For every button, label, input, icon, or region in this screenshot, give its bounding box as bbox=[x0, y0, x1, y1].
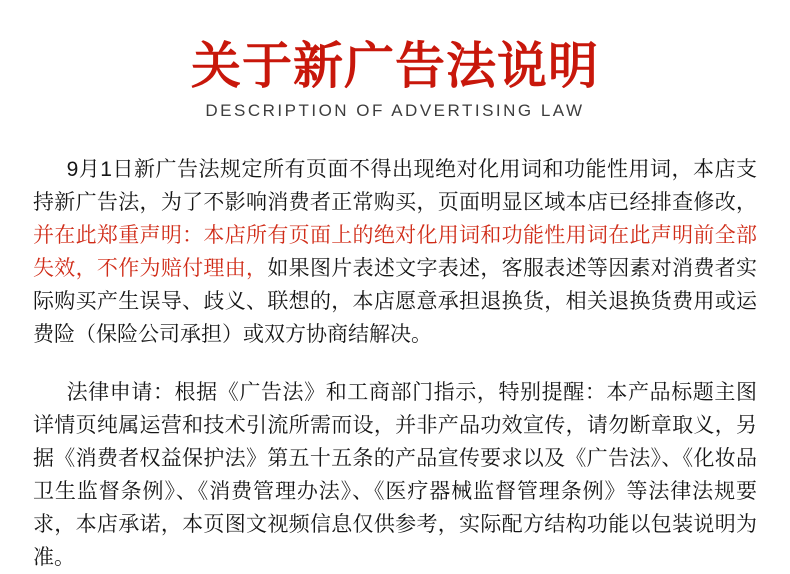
notice-header bbox=[33, 38, 757, 121]
paragraph1-closing-text: 如果图片表述文字表述，客服表述等因素对消费者实际购买产生误导、歧义、联想的，本店愿意承担退换货，相关退换货费用或运费险（保险公司承担）或双方协商结解决。 bbox=[33, 257, 758, 346]
notice-body bbox=[33, 153, 757, 574]
page-title: 关于新广告法说明 bbox=[191, 38, 599, 94]
legal-paragraph bbox=[33, 376, 757, 574]
disclaimer-paragraph bbox=[33, 153, 757, 351]
paragraph1-intro-text: 9月1日新广告法规定所有页面不得出现绝对化用词和功能性用词，本店支持新广告法，为了不影响消费者正常购买，页面明显区域本店已经排查修改， bbox=[33, 158, 757, 214]
paragraph2-text: 法律申请：根据《广告法》和工商部门指示，特别提醒：本产品标题主图详情页纯属运营和技术引流所需而设，并非产品功效宣传，请勿断章取义，另据《消费者权益保护法》第五十五条的产品宣传要求以及《广告法》、《化妆品卫生监督条例》、《消费管理办法》、《医疗器械监督管理条例》等法律法规要求，本店承诺，本页图文视频信息仅供参考，实际配方结构功能以包装说明为准。 bbox=[33, 381, 757, 569]
page-subtitle: DESCRIPTION OF ADVERTISING LAW bbox=[205, 101, 585, 120]
paragraph1-red-statement-text: 并在此郑重声明：本店所有页面上的绝对化用词和功能性用词在此声明前全部失效，不作为赔付理由， bbox=[33, 224, 757, 280]
